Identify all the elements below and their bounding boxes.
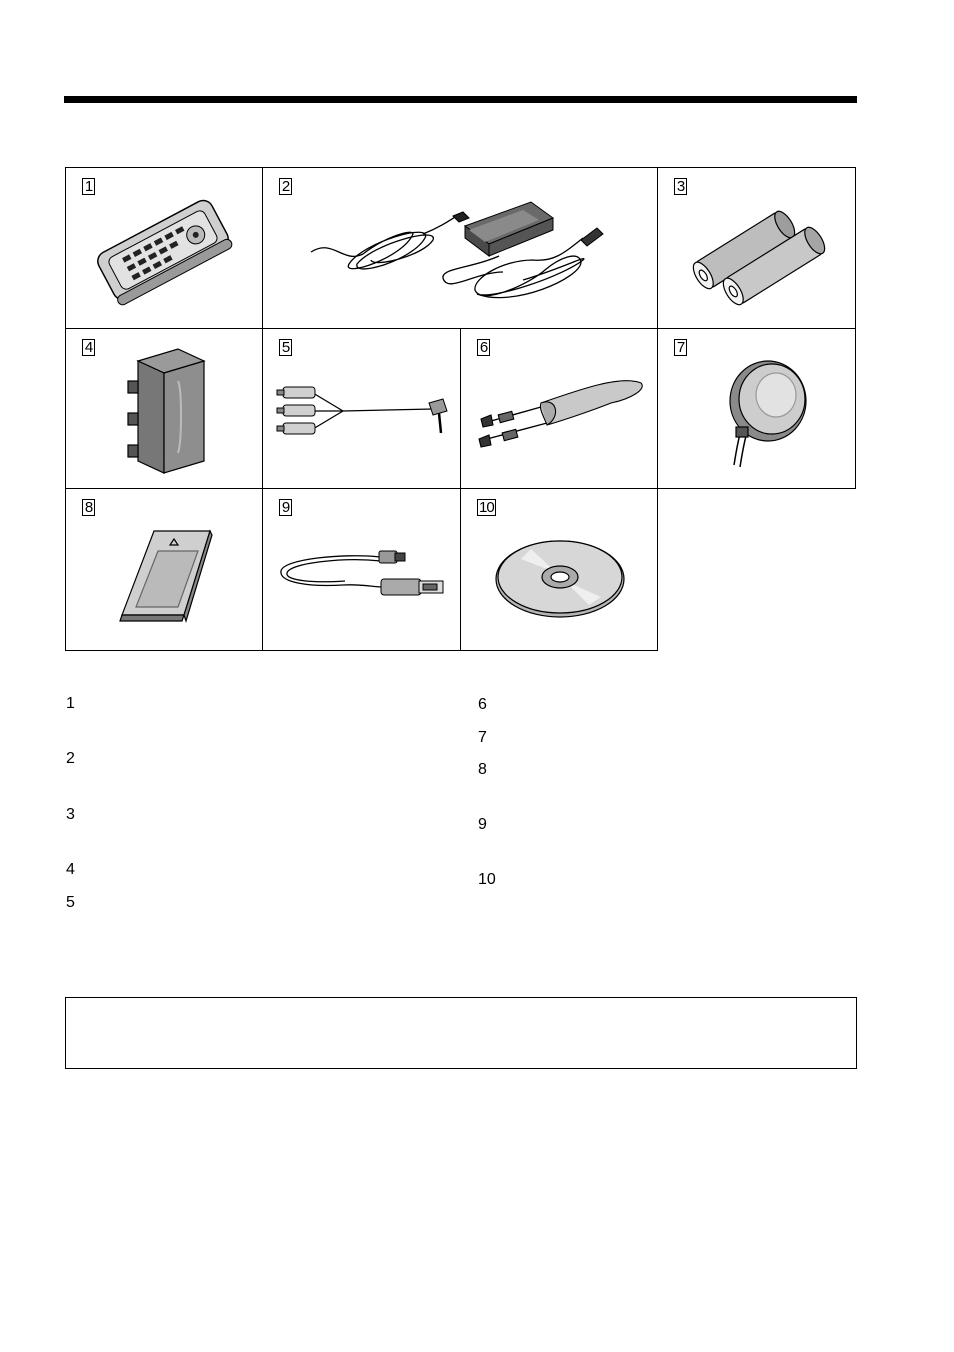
legend-number: 10	[478, 871, 496, 888]
cd-rom-icon	[461, 489, 658, 651]
av-cable-icon	[263, 329, 461, 489]
item-number: 9	[279, 499, 292, 516]
legend-number: 1	[66, 695, 75, 712]
legend-number: 4	[66, 861, 75, 878]
accessories-grid	[65, 167, 856, 651]
memory-stick-icon	[66, 489, 263, 651]
item-number: 10	[479, 499, 494, 516]
usb-cable-icon	[263, 489, 461, 651]
legend-number: 6	[478, 696, 487, 713]
grid-cell-7	[657, 328, 856, 489]
grid-cell-10	[460, 488, 658, 651]
item-number: 2	[279, 178, 292, 195]
legend-number: 7	[478, 729, 487, 746]
legend-number: 2	[66, 750, 75, 767]
top-rule	[64, 96, 857, 103]
item-number: 6	[477, 339, 490, 356]
grid-cell-3	[657, 167, 856, 329]
legend-number: 8	[478, 761, 487, 778]
grid-cell-2	[262, 167, 658, 329]
item-number: 4	[82, 339, 95, 356]
legend-number: 3	[66, 806, 75, 823]
notice-box	[65, 997, 857, 1069]
grid-cell-5	[262, 328, 461, 489]
grid-cell-8	[65, 488, 263, 651]
ac-adaptor-cable-icon	[263, 168, 658, 329]
lens-cap-icon	[658, 329, 856, 489]
item-number: 1	[82, 178, 95, 195]
item-number: 5	[279, 339, 292, 356]
shoulder-strap-icon	[461, 329, 658, 489]
batteries-icon	[658, 168, 856, 329]
legend-number: 9	[478, 816, 487, 833]
grid-cell-4	[65, 328, 263, 489]
remote-commander-icon	[66, 168, 263, 329]
item-number: 3	[674, 178, 687, 195]
item-number: 7	[674, 339, 687, 356]
grid-cell-9	[262, 488, 461, 651]
grid-cell-1	[65, 167, 263, 329]
grid-cell-6	[460, 328, 658, 489]
legend-number: 5	[66, 894, 75, 911]
battery-pack-icon	[66, 329, 263, 489]
item-number: 8	[82, 499, 95, 516]
